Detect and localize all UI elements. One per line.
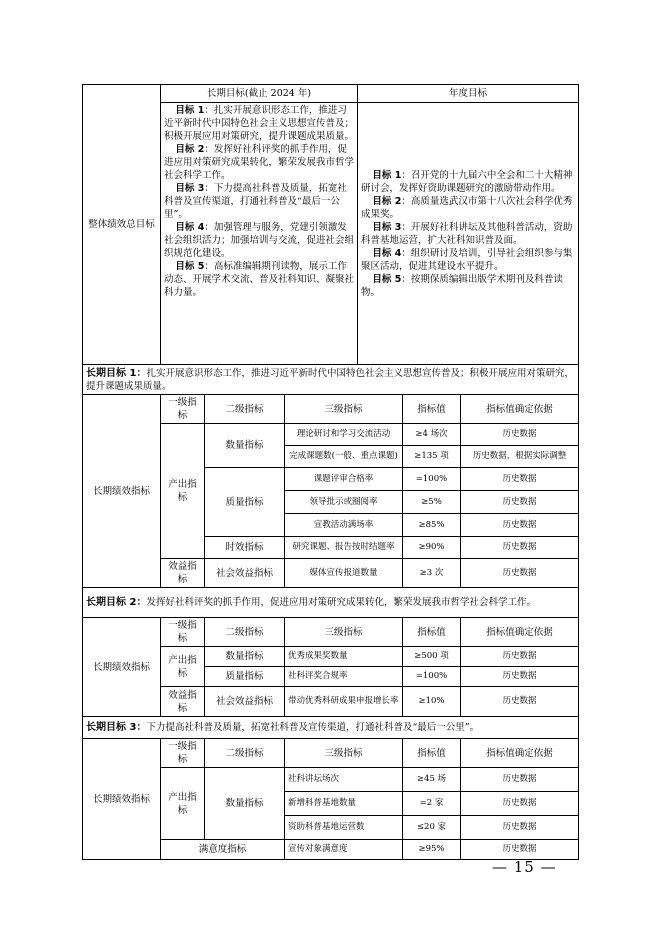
long-term-goal-3-text: 下力提高社科普及质量，拓宽社科普及宣传渠道，打通社科普及“最后一公里”。 xyxy=(146,722,480,733)
benefit-indicators-cell: 效益指标 xyxy=(161,687,205,717)
basis-header: 指标值确定依据 xyxy=(461,395,579,424)
long-term-goals-header: 长期目标(截止 2024 年) xyxy=(161,85,358,103)
indicator-basis: 历史数据 xyxy=(461,647,579,667)
timeliness-indicators-cell: 时效指标 xyxy=(205,537,285,559)
basis-header: 指标值确定依据 xyxy=(461,618,579,647)
indicator-value: ≥85% xyxy=(403,514,461,537)
long-term-goal-2-label: 长期目标 2： xyxy=(86,597,147,608)
indicator-basis: 历史数据 xyxy=(461,514,579,537)
social-benefit-indicators-cell: 社会效益指标 xyxy=(205,687,285,717)
quantity-indicators-cell: 数量指标 xyxy=(205,768,285,840)
indicator-value: ≥5% xyxy=(403,491,461,514)
table-row: 宣教活动满场率 xyxy=(285,514,403,537)
long-term-goal-2-row xyxy=(83,588,579,618)
satisfaction-indicators-cell: 满意度指标 xyxy=(161,840,285,860)
quality-indicators-cell: 质量指标 xyxy=(205,667,285,687)
perf-indicators-label: 长期绩效指标 xyxy=(83,739,161,860)
long-term-goal-1-label: 长期目标 1： xyxy=(86,367,147,379)
perf-indicators-label: 长期绩效指标 xyxy=(83,618,161,717)
indicator-basis: 历史数据 xyxy=(461,537,579,559)
indicator-basis: 历史数据 xyxy=(461,816,579,840)
long-term-goal-1-row xyxy=(83,365,579,395)
table-row: 资助科普基地运营数 xyxy=(285,816,403,840)
long-term-goal-1-table xyxy=(82,364,579,588)
table-row: 理论研讨和学习交流活动 xyxy=(285,424,403,446)
performance-table-page xyxy=(82,84,578,860)
annual-goals-cell xyxy=(358,103,579,365)
level1-header: 一级指标 xyxy=(161,739,205,768)
long-term-goal-2-text: 发挥好社科评奖的抓手作用，促进应用对策研究成果转化，繁荣发展我市哲学社会科学工作。 xyxy=(146,597,536,608)
indicator-basis: 历史数据 xyxy=(461,687,579,717)
long-goal-5: 目标 5：高标准编辑期刊读物，展示工作动态、开展学术交流、普及社科知识、凝聚社科力量。 xyxy=(164,261,355,298)
output-indicators-cell: 产出指标 xyxy=(161,424,205,559)
indicator-value: ≥45 场 xyxy=(403,768,461,792)
value-header: 指标值 xyxy=(403,739,461,768)
table-row: 领导批示或圈阅率 xyxy=(285,491,403,514)
annual-goal-2: 目标 2：高质量选武汉市第十八次社会科学优秀成果奖。 xyxy=(361,195,573,220)
indicator-value: ≤20 家 xyxy=(403,816,461,840)
table-row: 完成课题数(一般、重点课题) xyxy=(285,446,403,468)
value-header: 指标值 xyxy=(403,618,461,647)
long-goal-4: 目标 4：加强管理与服务，党建引领激发社会组织活力；加强培训与交流，促进社会组织规范化建设。 xyxy=(164,222,355,259)
indicator-basis: 历史数据 xyxy=(461,768,579,792)
table-row: 优秀成果奖数量 xyxy=(285,647,403,667)
overall-goals-label: 整体绩效总目标 xyxy=(83,85,161,365)
level1-header: 一级指标 xyxy=(161,618,205,647)
benefit-indicators-cell: 效益指标 xyxy=(161,559,205,588)
long-term-goal-2-table xyxy=(82,587,579,717)
indicator-value: =2 家 xyxy=(403,792,461,816)
social-benefit-indicators-cell: 社会效益指标 xyxy=(205,559,285,588)
level3-header: 三级指标 xyxy=(285,618,403,647)
long-term-goal-1-text: 扎实开展意识形态工作，推进习近平新时代中国特色社会主义思想宣传普及；积极开展应用对策研究，提升课题成果质量。 xyxy=(86,367,574,392)
level3-header: 三级指标 xyxy=(285,739,403,768)
output-indicators-cell: 产出指标 xyxy=(161,768,205,840)
long-term-goal-3-table xyxy=(82,716,579,860)
table-row: 研究课题、报告按时结题率 xyxy=(285,537,403,559)
indicator-basis: 历史数据 xyxy=(461,840,579,860)
quantity-indicators-cell: 数量指标 xyxy=(205,647,285,667)
long-goal-3: 目标 3：下力提高社科普及质量，拓宽社科普及宣传渠道，打通社科普及“最后一公里”。 xyxy=(164,183,347,220)
indicator-value: =100% xyxy=(403,667,461,687)
table-row: 社科评奖合规率 xyxy=(285,667,403,687)
level2-header: 二级指标 xyxy=(205,739,285,768)
annual-goal-4: 目标 4：组织研讨及培训，引导社会组织参与集聚区活动，促进其建设水平提升。 xyxy=(361,247,573,272)
table-row: 课题评审合格率 xyxy=(285,468,403,491)
long-term-goals-cell xyxy=(161,103,358,365)
indicator-value: ≥4 场次 xyxy=(403,424,461,446)
level2-header: 二级指标 xyxy=(205,395,285,424)
quality-indicators-cell: 质量指标 xyxy=(205,468,285,537)
page-number: — 15 — xyxy=(492,858,557,876)
level3-header: 三级指标 xyxy=(285,395,403,424)
long-goal-2: 目标 2：发挥好社科评奖的抓手作用，促进应用对策研究成果转化，繁荣发展我市哲学社会科学工作。 xyxy=(164,144,355,181)
indicator-value: ≥10% xyxy=(403,687,461,717)
table-row: 宣传对象满意度 xyxy=(285,840,403,860)
indicator-value: =100% xyxy=(403,468,461,491)
indicator-value: ≥95% xyxy=(403,840,461,860)
basis-header: 指标值确定依据 xyxy=(461,739,579,768)
annual-goal-3: 目标 3：开展好社科讲坛及其他科普活动，资助科普基地运营，扩大社科知识普及面。 xyxy=(361,221,573,246)
indicator-value: ≥135 项 xyxy=(403,446,461,468)
indicator-value: ≥500 项 xyxy=(403,647,461,667)
indicator-value: ≥3 次 xyxy=(403,559,461,588)
indicator-basis: 历史数据，根据实际调整 xyxy=(461,446,579,468)
perf-indicators-label: 长期绩效指标 xyxy=(83,395,161,588)
level2-header: 二级指标 xyxy=(205,618,285,647)
indicator-basis: 历史数据 xyxy=(461,667,579,687)
indicator-basis: 历史数据 xyxy=(461,559,579,588)
annual-goals-header: 年度目标 xyxy=(358,85,579,103)
annual-goal-1: 目标 1：召开党的十九届六中全会和二十大精神研讨会，发挥好资助课题研究的激励带动作用。 xyxy=(361,169,573,194)
long-goal-1: 目标 1：扎实开展意识形态工作，推进习近平新时代中国特色社会主义思想宣传普及；积极开展应用对策研究，提升课题成果质量。 xyxy=(164,105,355,142)
quantity-indicators-cell: 数量指标 xyxy=(205,424,285,468)
output-indicators-cell: 产出指标 xyxy=(161,647,205,687)
indicator-basis: 历史数据 xyxy=(461,424,579,446)
long-term-goal-3-label: 长期目标 3： xyxy=(86,722,147,733)
indicator-basis: 历史数据 xyxy=(461,468,579,491)
long-term-goal-3-row xyxy=(83,717,579,739)
annual-goal-5: 目标 5：按期保质编辑出版学术期刊及科普读物。 xyxy=(361,273,563,298)
value-header: 指标值 xyxy=(403,395,461,424)
indicator-basis: 历史数据 xyxy=(461,491,579,514)
table-row: 带动优秀科研成果申报增长率 xyxy=(285,687,403,717)
table-row: 新增科普基地数量 xyxy=(285,792,403,816)
indicator-value: ≥90% xyxy=(403,537,461,559)
level1-header: 一级指标 xyxy=(161,395,205,424)
indicator-basis: 历史数据 xyxy=(461,792,579,816)
table-row: 社科讲坛场次 xyxy=(285,768,403,792)
overall-goals-table xyxy=(82,84,579,365)
table-row: 媒体宣传报道数量 xyxy=(285,559,403,588)
